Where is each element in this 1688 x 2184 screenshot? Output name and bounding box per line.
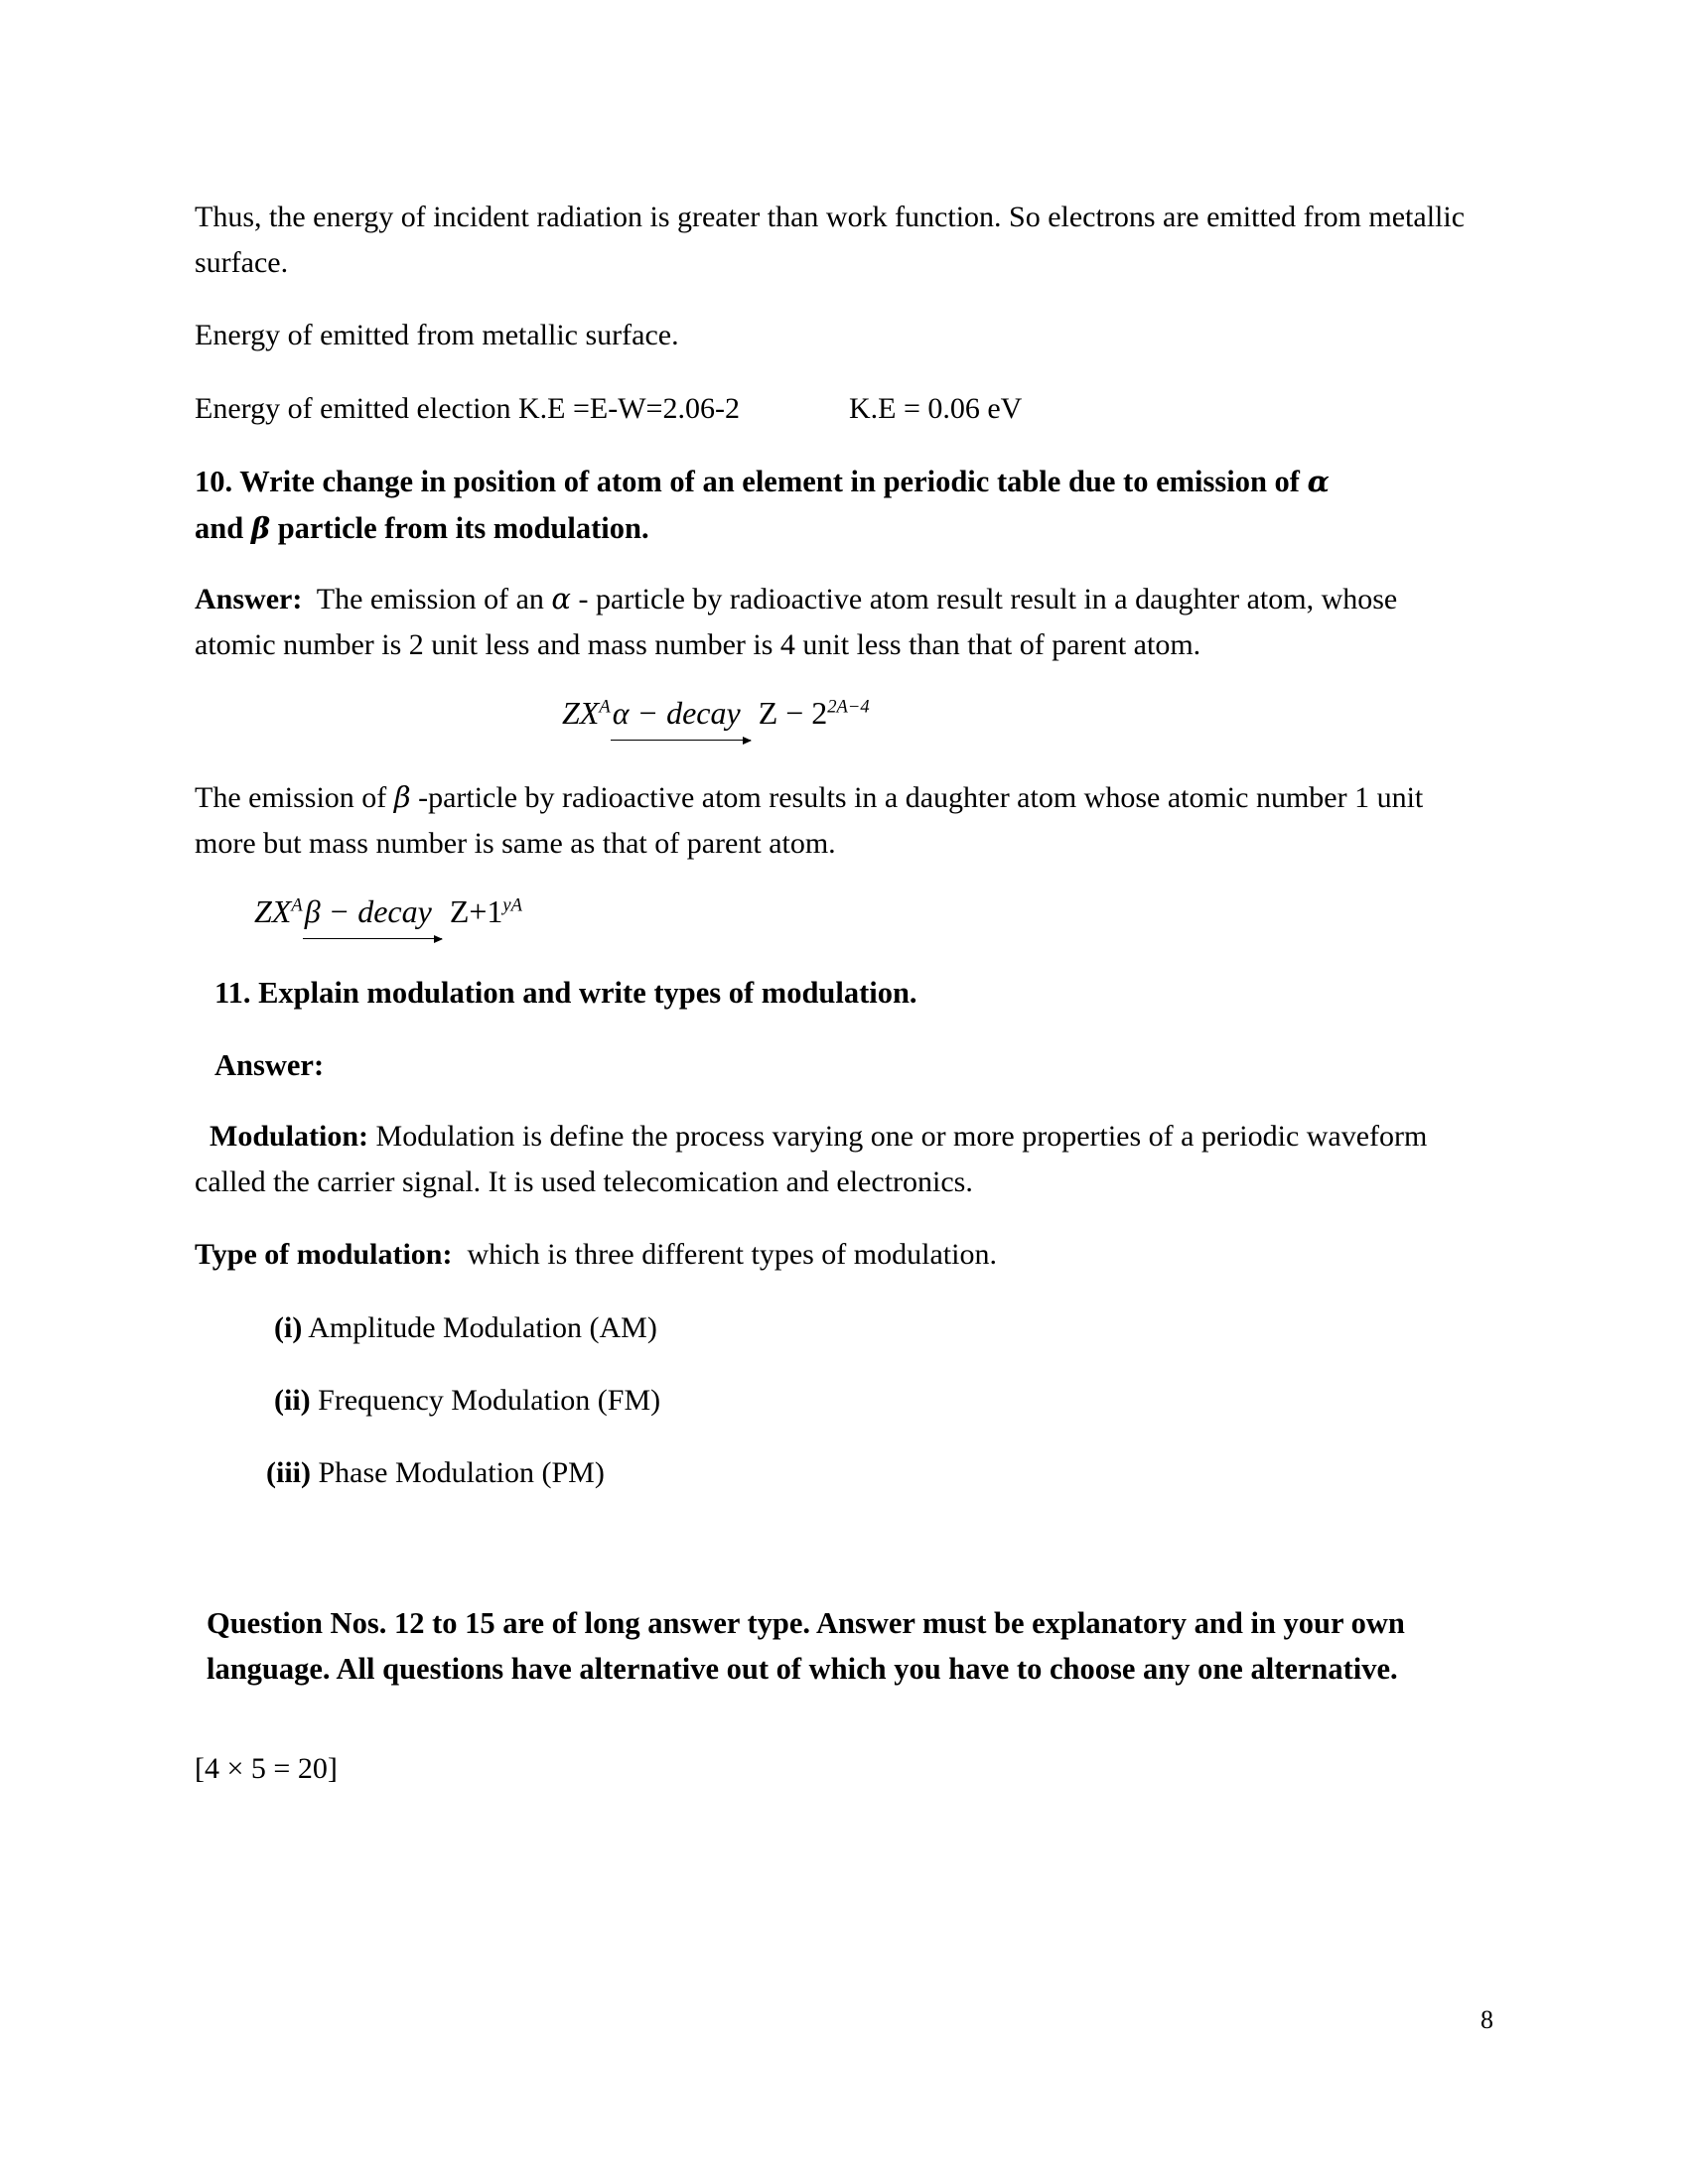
ke-expression-left: Energy of emitted election K.E =E-W=2.06-2 [195, 391, 740, 425]
alpha-symbol: α [551, 582, 571, 616]
question-10-heading [195, 459, 1485, 551]
question-11-text: Explain modulation and write types of modulation. [258, 976, 917, 1011]
beta-symbol: β [250, 510, 271, 545]
question-10-text-2: and [195, 510, 244, 545]
arrow-right-icon [434, 935, 443, 943]
list-item [195, 1305, 1485, 1350]
beta-decay-arrow-label [303, 893, 442, 930]
beta-decay-arrow-text: β − decay [304, 893, 432, 930]
list-item-number: (ii) [274, 1383, 311, 1417]
list-item-number: (i) [274, 1310, 303, 1344]
question-10-text-3: particle from its modulation. [277, 510, 649, 545]
long-answer-instructions: Question Nos. 12 to 15 are of long answer type. Answer must be explanatory and in your own language. All questions have alternative out of which you have to choose any one alternative. [207, 1605, 1405, 1687]
alpha-eq-rhs-superscript: 2A−4 [827, 696, 870, 718]
equation-beta-decay [195, 893, 1485, 930]
alpha-decay-arrow-text: α − decay [612, 695, 741, 732]
answer-label: Answer: [195, 583, 303, 616]
question-10-text-1: Write change in position of atom of an element in periodic table due to emission of [239, 465, 1300, 499]
type-of-modulation-text: which is three different types of modulation. [467, 1238, 997, 1272]
beta-eq-lhs-superscript: A [291, 894, 303, 916]
alpha-symbol: α [1307, 465, 1330, 499]
list-item [195, 1450, 1485, 1495]
question-10-number: 10. [195, 465, 233, 499]
beta-eq-rhs-superscript: yA [502, 894, 522, 916]
question-11-answer-label: Answer: [214, 1047, 325, 1082]
beta-eq-rhs: Z+1 [449, 893, 503, 930]
alpha-eq-rhs: Z − 2 [758, 695, 828, 732]
question-11-heading [195, 970, 1485, 1016]
question-10-answer [195, 577, 1485, 667]
beta-symbol: β [393, 780, 411, 815]
page-number: 8 [1480, 2005, 1493, 2034]
list-item-label: Frequency Modulation (FM) [318, 1383, 661, 1417]
beta-text-b: -particle by radioactive atom results in a daughter atom whose atomic number 1 unit more but mass number is same as that of parent atom. [195, 781, 1424, 860]
alpha-eq-lhs: ZX [562, 695, 600, 732]
list-item-number: (iii) [266, 1455, 311, 1489]
ke-expression-right: K.E = 0.06 eV [848, 391, 1023, 425]
paragraph-kinetic-energy [195, 386, 1485, 432]
answer-text-b: - particle by radioactive atom result result in a daughter atom, whose atomic number is 2 unit less and mass number is 4 unit less than that of parent atom. [195, 583, 1398, 661]
list-item [195, 1378, 1485, 1423]
modulation-label: Modulation: [210, 1120, 369, 1154]
alpha-decay-arrow-label [611, 695, 751, 732]
question-11-number: 11. [214, 976, 251, 1011]
beta-eq-lhs: ZX [254, 893, 292, 930]
paragraph-thus-energy: Thus, the energy of incident radiation is greater than work function. So electrons are emitted from metallic surface. [195, 201, 1466, 279]
page-content [195, 195, 1485, 1786]
alpha-eq-lhs-superscript: A [599, 696, 611, 718]
type-of-modulation-label: Type of modulation: [195, 1238, 453, 1272]
modulation-text: Modulation is define the process varying one or more properties of a periodic waveform called the carrier signal. It is used telecomication and electronics. [195, 1120, 1428, 1198]
equation-alpha-decay [195, 695, 1485, 732]
list-item-label: Amplitude Modulation (AM) [308, 1310, 657, 1344]
list-item-label: Phase Modulation (PM) [318, 1455, 605, 1489]
paragraph-energy-emitted: Energy of emitted from metallic surface. [195, 319, 679, 352]
paragraph-modulation-definition [195, 1114, 1485, 1204]
paragraph-type-of-modulation [195, 1232, 1485, 1278]
arrow-right-icon [743, 737, 752, 745]
answer-text-a: The emission of an [316, 583, 544, 616]
paragraph-beta-emission [195, 775, 1485, 866]
section-gap [195, 1523, 1485, 1600]
marks-allocation: [4 × 5 = 20] [195, 1751, 338, 1785]
marks-gap [195, 1693, 1485, 1752]
beta-text-a: The emission of [195, 781, 387, 815]
